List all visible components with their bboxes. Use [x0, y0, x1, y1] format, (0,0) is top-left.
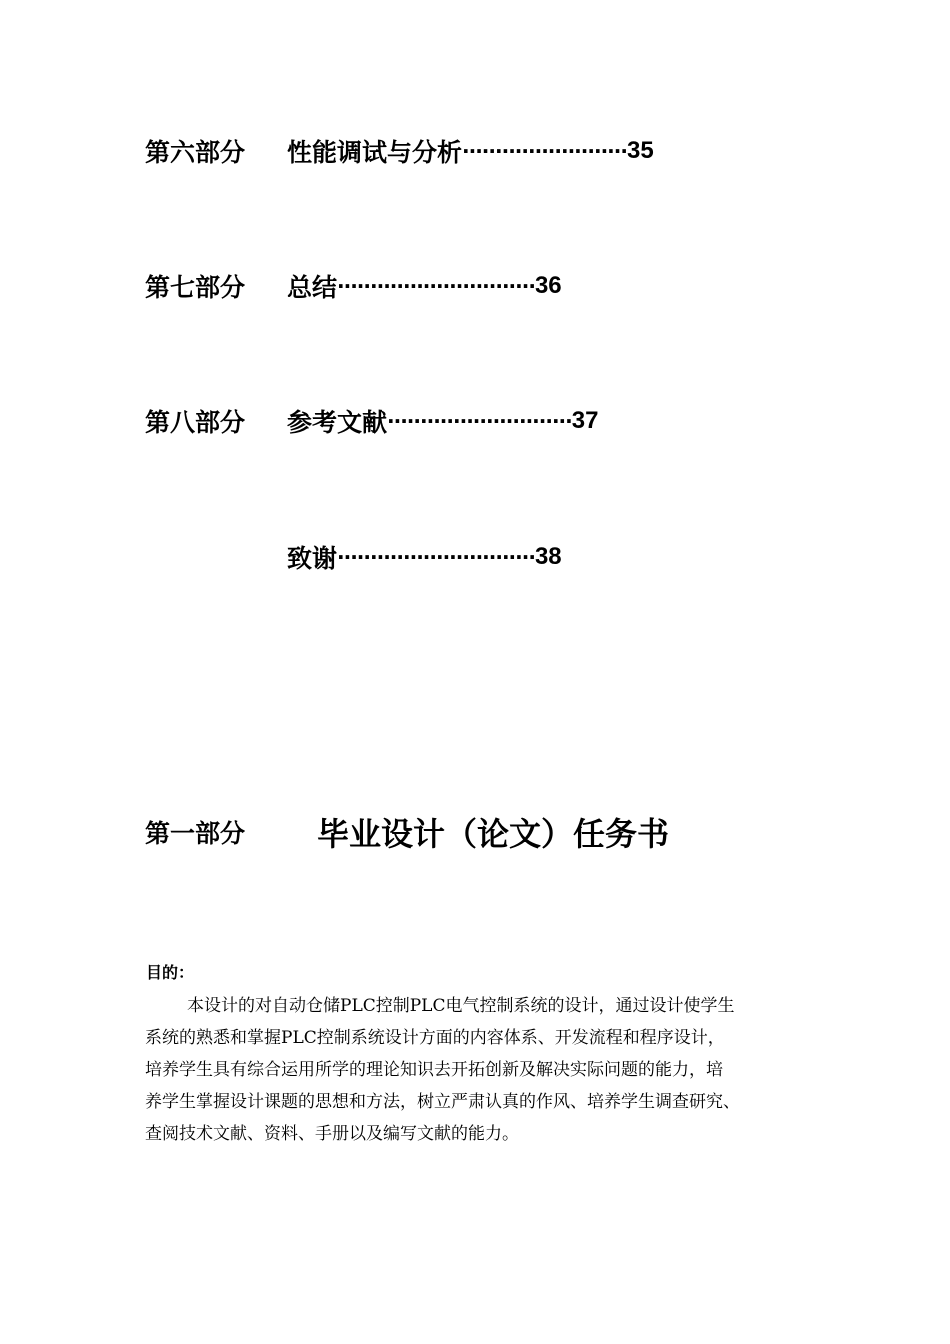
- toc-leader-dots: ······························: [337, 545, 535, 569]
- toc-title: 性能调试与分析: [287, 138, 463, 167]
- paragraph-line: 系统的熟悉和掌握PLC控制系统设计方面的内容体系、开发流程和程序设计，: [145, 1028, 725, 1048]
- toc-part-label: 第六部分: [145, 138, 246, 167]
- section-part-label: 第一部分: [145, 819, 246, 848]
- toc-title: 总结: [287, 273, 338, 302]
- purpose-paragraph: [145, 990, 825, 1150]
- toc-page-number: 38: [534, 543, 562, 570]
- toc-entry[interactable]: [145, 269, 562, 303]
- paragraph-line: 本设计的对自动仓储PLC控制PLC电气控制系统的设计，通过设计使学生: [187, 996, 735, 1016]
- toc-leader-dots: ····························: [387, 409, 572, 433]
- toc-page-number: 36: [534, 272, 562, 299]
- toc-part-label: 第八部分: [145, 408, 246, 437]
- toc-title: 参考文献: [287, 408, 388, 437]
- section-heading: [145, 808, 669, 856]
- toc-entry[interactable]: [145, 404, 598, 438]
- toc-entry[interactable]: [145, 540, 562, 574]
- paragraph-line: 培养学生具有综合运用所学的理论知识去开拓创新及解决实际问题的能力，培: [145, 1060, 723, 1080]
- paragraph-line: 养学生掌握设计课题的思想和方法，树立严肃认真的作风、培养学生调查研究、: [145, 1092, 740, 1112]
- toc-title: 致谢: [287, 544, 338, 573]
- toc-leader-dots: ······························: [337, 274, 535, 298]
- paragraph-line: 查阅技术文献、资料、手册以及编写文献的能力。: [145, 1124, 519, 1144]
- purpose-label: 目的：: [146, 963, 195, 982]
- toc-entry[interactable]: [145, 134, 654, 168]
- toc-page-number: 35: [626, 137, 654, 164]
- toc-page-number: 37: [571, 407, 599, 434]
- section-title: 毕业设计（论文）任务书: [317, 815, 670, 853]
- toc-part-label: 第七部分: [145, 273, 246, 302]
- toc-leader-dots: ·························: [462, 139, 627, 163]
